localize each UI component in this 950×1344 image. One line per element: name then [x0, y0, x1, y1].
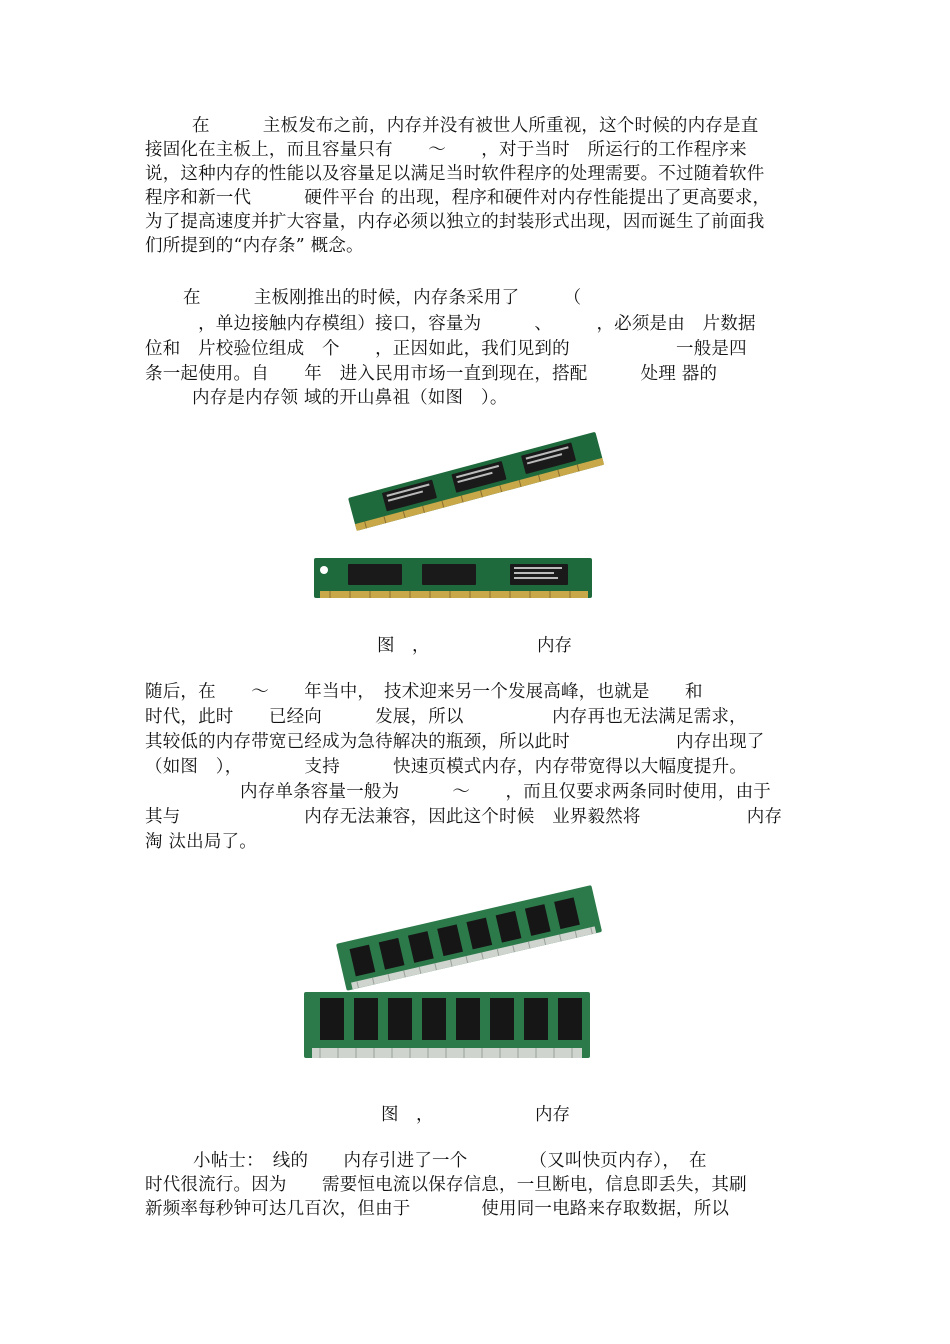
- figure-1-caption-title: 内存: [537, 636, 572, 656]
- text-line: 小帖士： 线的 内存引进了一个 （又叫快页内存）， 在: [193, 1151, 707, 1171]
- text-line: 位和 片校验位组成 个 ，正因如此，我们见到的 一般是四: [145, 339, 747, 359]
- text-line: 内存是内存领 域的开山鼻祖（如图 ）。: [192, 388, 508, 408]
- text-line: 新频率每秒钟可达几百次，但由于 使用同一电路来存取数据，所以: [145, 1199, 730, 1219]
- text-line: ，单边接触内存模组）接口，容量为 、 ，必须是由 片数据: [145, 314, 756, 334]
- text-line: 其较低的内存带宽已经成为急待解决的瓶颈，所以此时 内存出现了: [145, 732, 765, 752]
- text-line: 淘 汰出局了。: [145, 832, 257, 852]
- text-line: 时代很流行。因为 需要恒电流以保存信息，一旦断电，信息即丢失，其刷: [145, 1175, 747, 1195]
- figure-1-caption-label: 图 ，: [377, 636, 430, 656]
- text-line: 程序和新一代 硬件平台 的出现，程序和硬件对内存性能提出了更高要求，: [145, 188, 771, 208]
- text-line: 时代，此时 已经向 发展，所以 内存再也无法满足需求，: [145, 707, 747, 727]
- text-line: 条一起使用。自 年 进入民用市场一直到现在，搭配 处理 器的: [145, 364, 718, 384]
- text-line: （如图 ）， 支持 快速页模式内存，内存带宽得以大幅度提升。: [145, 757, 747, 777]
- figure-2-caption-label: 图 ，: [381, 1105, 434, 1125]
- text-line: 们所提到的“内存条” 概念。: [145, 236, 364, 256]
- text-line: 为了提高速度并扩大容量，内存必须以独立的封装形式出现，因而诞生了前面我: [145, 212, 765, 232]
- text-line: 在 主板发布之前，内存并没有被世人所重视，这个时候的内存是直: [192, 116, 759, 136]
- text-line: 在 主板刚推出的时候，内存条采用了 （: [183, 288, 582, 308]
- figure-2-memory-modules-image: [298, 884, 614, 1074]
- figure-1-memory-modules-image: [300, 432, 610, 612]
- text-line: 接固化在主板上，而且容量只有 ～ ，对于当时 所运行的工作程序来: [145, 140, 747, 160]
- figure-2-caption-title: 内存: [535, 1105, 570, 1125]
- text-line: 其与 内存无法兼容，因此这个时候 业界毅然将 内存: [145, 807, 783, 827]
- text-line: 说，这种内存的性能以及容量足以满足当时软件程序的处理需要。不过随着软件: [145, 164, 765, 184]
- text-line: 内存单条容量一般为 ～ ，而且仅要求两条同时使用，由于: [240, 782, 771, 802]
- text-line: 随后，在 ～ 年当中， 技术迎来另一个发展高峰，也就是 和: [145, 682, 703, 702]
